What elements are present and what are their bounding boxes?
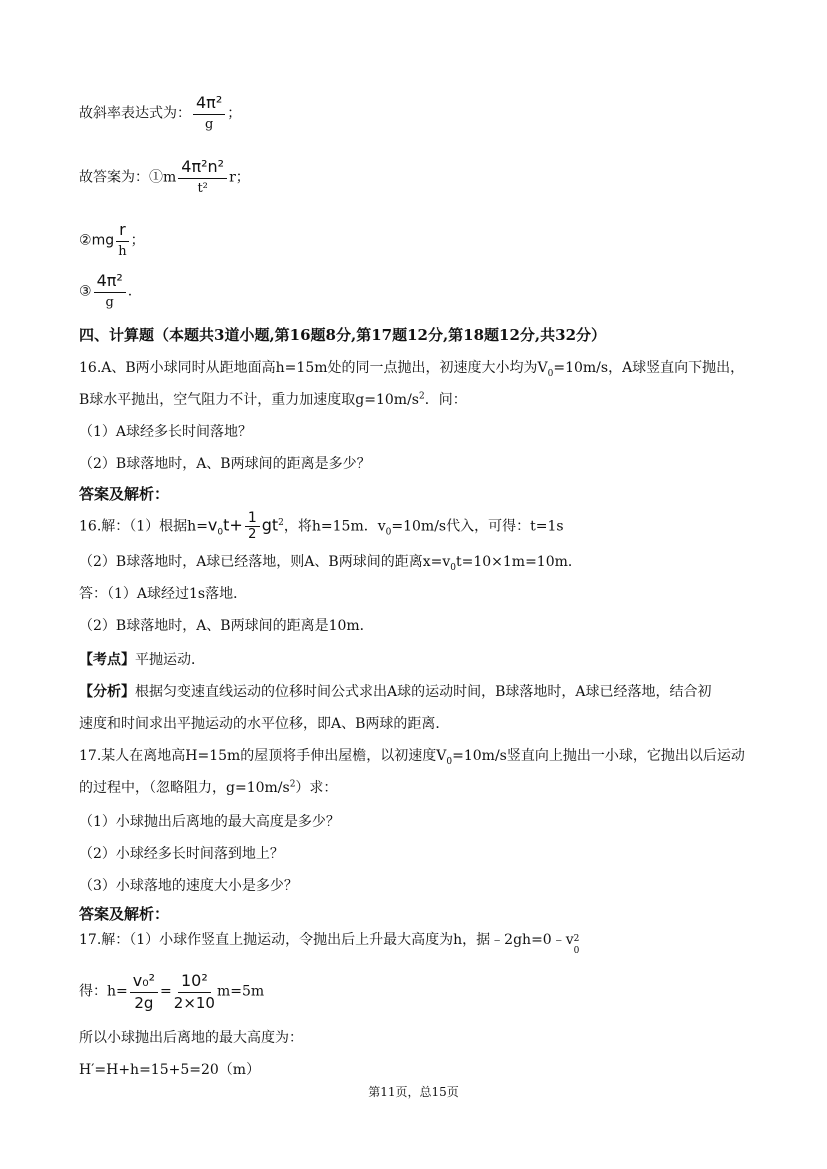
answer-1-fraction: $\frac{\text{4π²n²}}{\text{t²}}$ xyxy=(178,156,227,199)
section-heading: 四、计算题（本题共3道小题,第16题8分,第17题12分,第18题12分,共32分） xyxy=(79,326,607,344)
fenxi-line-1: 【分析】根据匀变速直线运动的位移时间公式求出A球的运动时间，B球落地时，A球已经落地，结合初 xyxy=(79,684,712,700)
h-fraction: $\frac{\text{v₀²}}{2g}$ xyxy=(130,970,158,1013)
page-footer: 第11页，总15页 xyxy=(368,1085,459,1099)
q17-part-2: （2）小球经多长时间落到地上？ xyxy=(79,846,284,862)
answer-3-fraction: $\frac{\text{4π²}}{g}$ xyxy=(94,270,126,313)
slope-fraction: $\frac{\text{4π²}}{g}$ xyxy=(193,92,225,135)
s16-line-1: 16.解：（1）根据$h=v_0t+$ $\frac{1}{2}$ $gt^2$，将h=15m．$v_0=10m/s$代入，可得：t=1s xyxy=(79,510,564,542)
q16-line-2: B球水平抛出，空气阻力不计，重力加速度取$g=10m/s^2$．问： xyxy=(79,391,467,408)
answer-2-fraction: $\frac{r}{h}$ xyxy=(116,219,129,262)
q16-part-2: （2）B球落地时，A、B两球间的距离是多少？ xyxy=(79,456,371,472)
s16-line-4: （2）B球落地时，A、B两球间的距离是10m． xyxy=(79,618,374,634)
s16-line-2: （2）B球落地时，A球已经落地，则A、B两球间的距离$x=v_0t=10\times 1m=10m$． xyxy=(79,554,582,573)
s17-line-3: 所以小球抛出后离地的最大高度为： xyxy=(79,1030,303,1046)
s17-line-2: 得：h= $\frac{\text{v₀²}}{2g}$ = $\frac{\text{10²}}{2\times 10}$ m=5m xyxy=(79,971,265,1012)
answer-1: 故答案为：①m $\frac{\text{4π²n²}}{\text{t²}}$ r； xyxy=(79,156,250,199)
s16-line-3: 答：（1）A球经过1s落地． xyxy=(79,586,248,602)
slope-label: 故斜率表达式为： xyxy=(79,105,191,122)
s17-line-1: 17.解：（1）小球作竖直上抛运动，令抛出后上升最大高度为h，据﹣2gh=0﹣v 2 0 xyxy=(79,932,580,956)
fenxi-line-2: 速度和时间求出平抛运动的水平位移，即A、B两球的距离． xyxy=(79,716,450,732)
q17-part-1: （1）小球抛出后离地的最大高度是多少？ xyxy=(79,814,340,830)
value-fraction: $\frac{\text{10²}}{2\times 10}$ xyxy=(173,971,215,1012)
q17-line-2: 的过程中，（忽略阻力，$g=10m/s^2$）求： xyxy=(79,779,338,796)
answer-3: ③ $\frac{\text{4π²}}{g}$ . xyxy=(79,270,132,313)
q17-part-3: （3）小球落地的速度大小是多少？ xyxy=(79,878,298,894)
answer-heading-1: 答案及解析： xyxy=(79,485,170,503)
q16-part-1: （1）A球经多长时间落地？ xyxy=(79,424,253,440)
q17-line-1: 17.某人在离地高H=15m的屋顶将手伸出屋檐，以初速度$V_0=10m/s$竖直向上抛出一小球，它抛出以后运动 xyxy=(79,748,745,767)
s17-line-4: H′=H+h=15+5=20（m） xyxy=(79,1062,261,1078)
kaodian: 【考点】平抛运动． xyxy=(79,652,205,668)
answer-2: ②mg $\frac{r}{h}$ ； xyxy=(79,219,145,262)
answer-heading-2: 答案及解析： xyxy=(79,905,170,923)
half-fraction: $\frac{1}{2}$ xyxy=(245,510,260,543)
slope-expression: 故斜率表达式为： $\frac{\text{4π²}}{g}$ ； xyxy=(79,92,241,135)
q16-line-1: 16.A、B两小球同时从距地面高h=15m处的同一点抛出，初速度大小均为$V_0=10m/s$，A球竖直向下抛出， xyxy=(79,360,745,379)
